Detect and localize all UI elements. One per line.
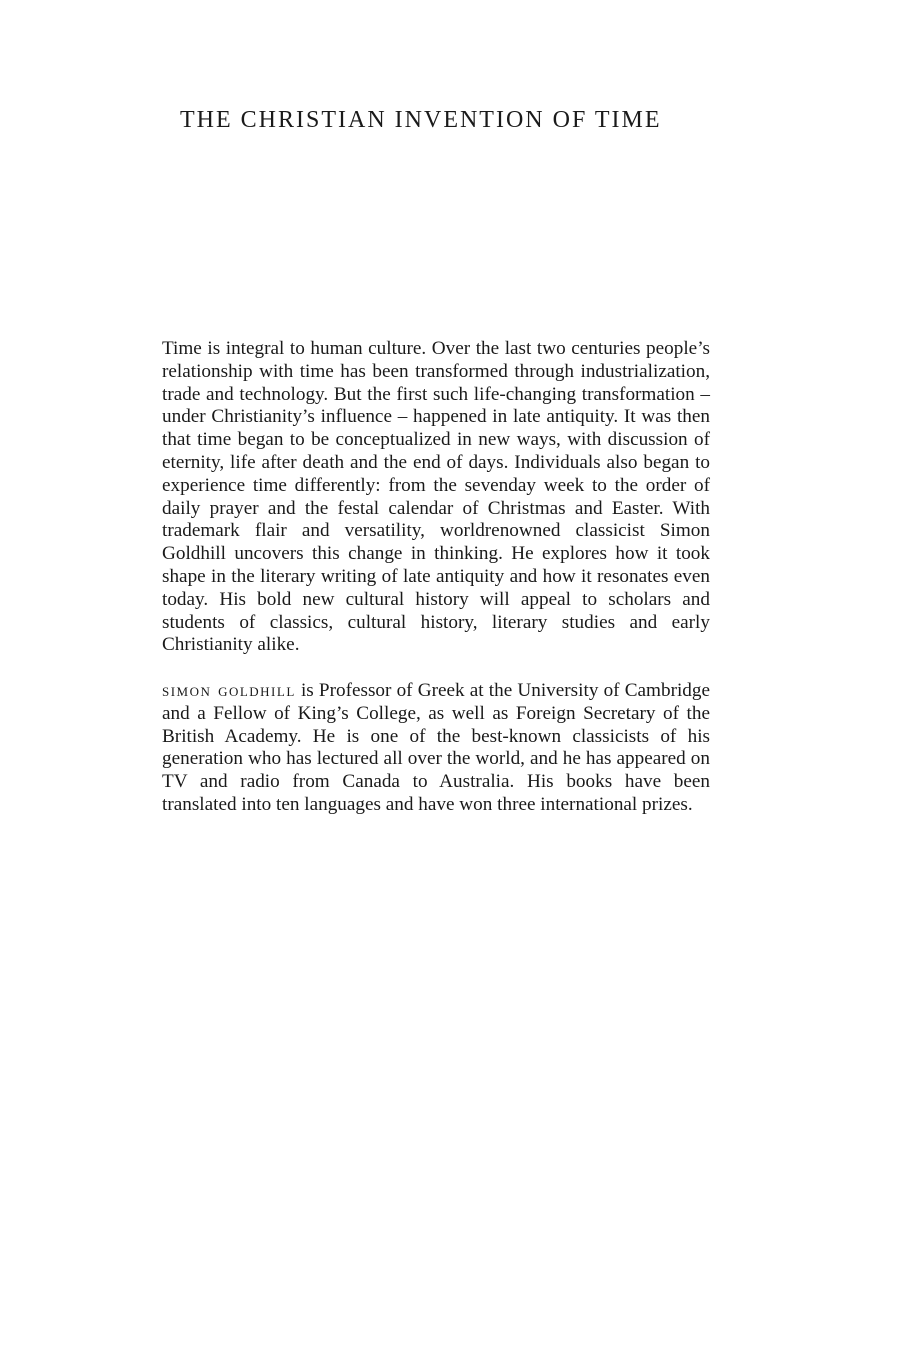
author-biography-paragraph xyxy=(162,680,710,817)
author-biography-text: is Professor of Greek at the University of Cambridge and a Fellow of King’s College, as well as Foreign Secretary of the British Academy. He is one of the best-known classicists of his generation who has lectured all over the world, and he has appeared on TV and radio from Canada to Australia. His books have been translated into ten languages and have won three international prizes. xyxy=(162,679,710,815)
blurb-and-bio xyxy=(162,338,710,817)
book-description-paragraph: Time is integral to human culture. Over the last two centuries people’s relationship with time has been transformed through industrialization, trade and technology. But the first such life-changing transformation – under Christianity’s influence – happened in late antiquity. It was then that time began to be conceptualized in new ways, with discussion of eternity, life after death and the end of days. Individuals also began to experience time differently: from the sevenday week to the order of daily prayer and the festal calendar of Christmas and Easter. With trademark flair and versatility, worldrenowned classicist Simon Goldhill uncovers this change in thinking. He explores how it took shape in the literary writing of late antiquity and how it resonates even today. His bold new cultural history will appeal to scholars and students of classics, cultural history, literary studies and early Christianity alike. xyxy=(162,338,710,656)
author-name: simon goldhill xyxy=(162,679,296,701)
book-half-title: THE CHRISTIAN INVENTION OF TIME xyxy=(180,107,662,133)
